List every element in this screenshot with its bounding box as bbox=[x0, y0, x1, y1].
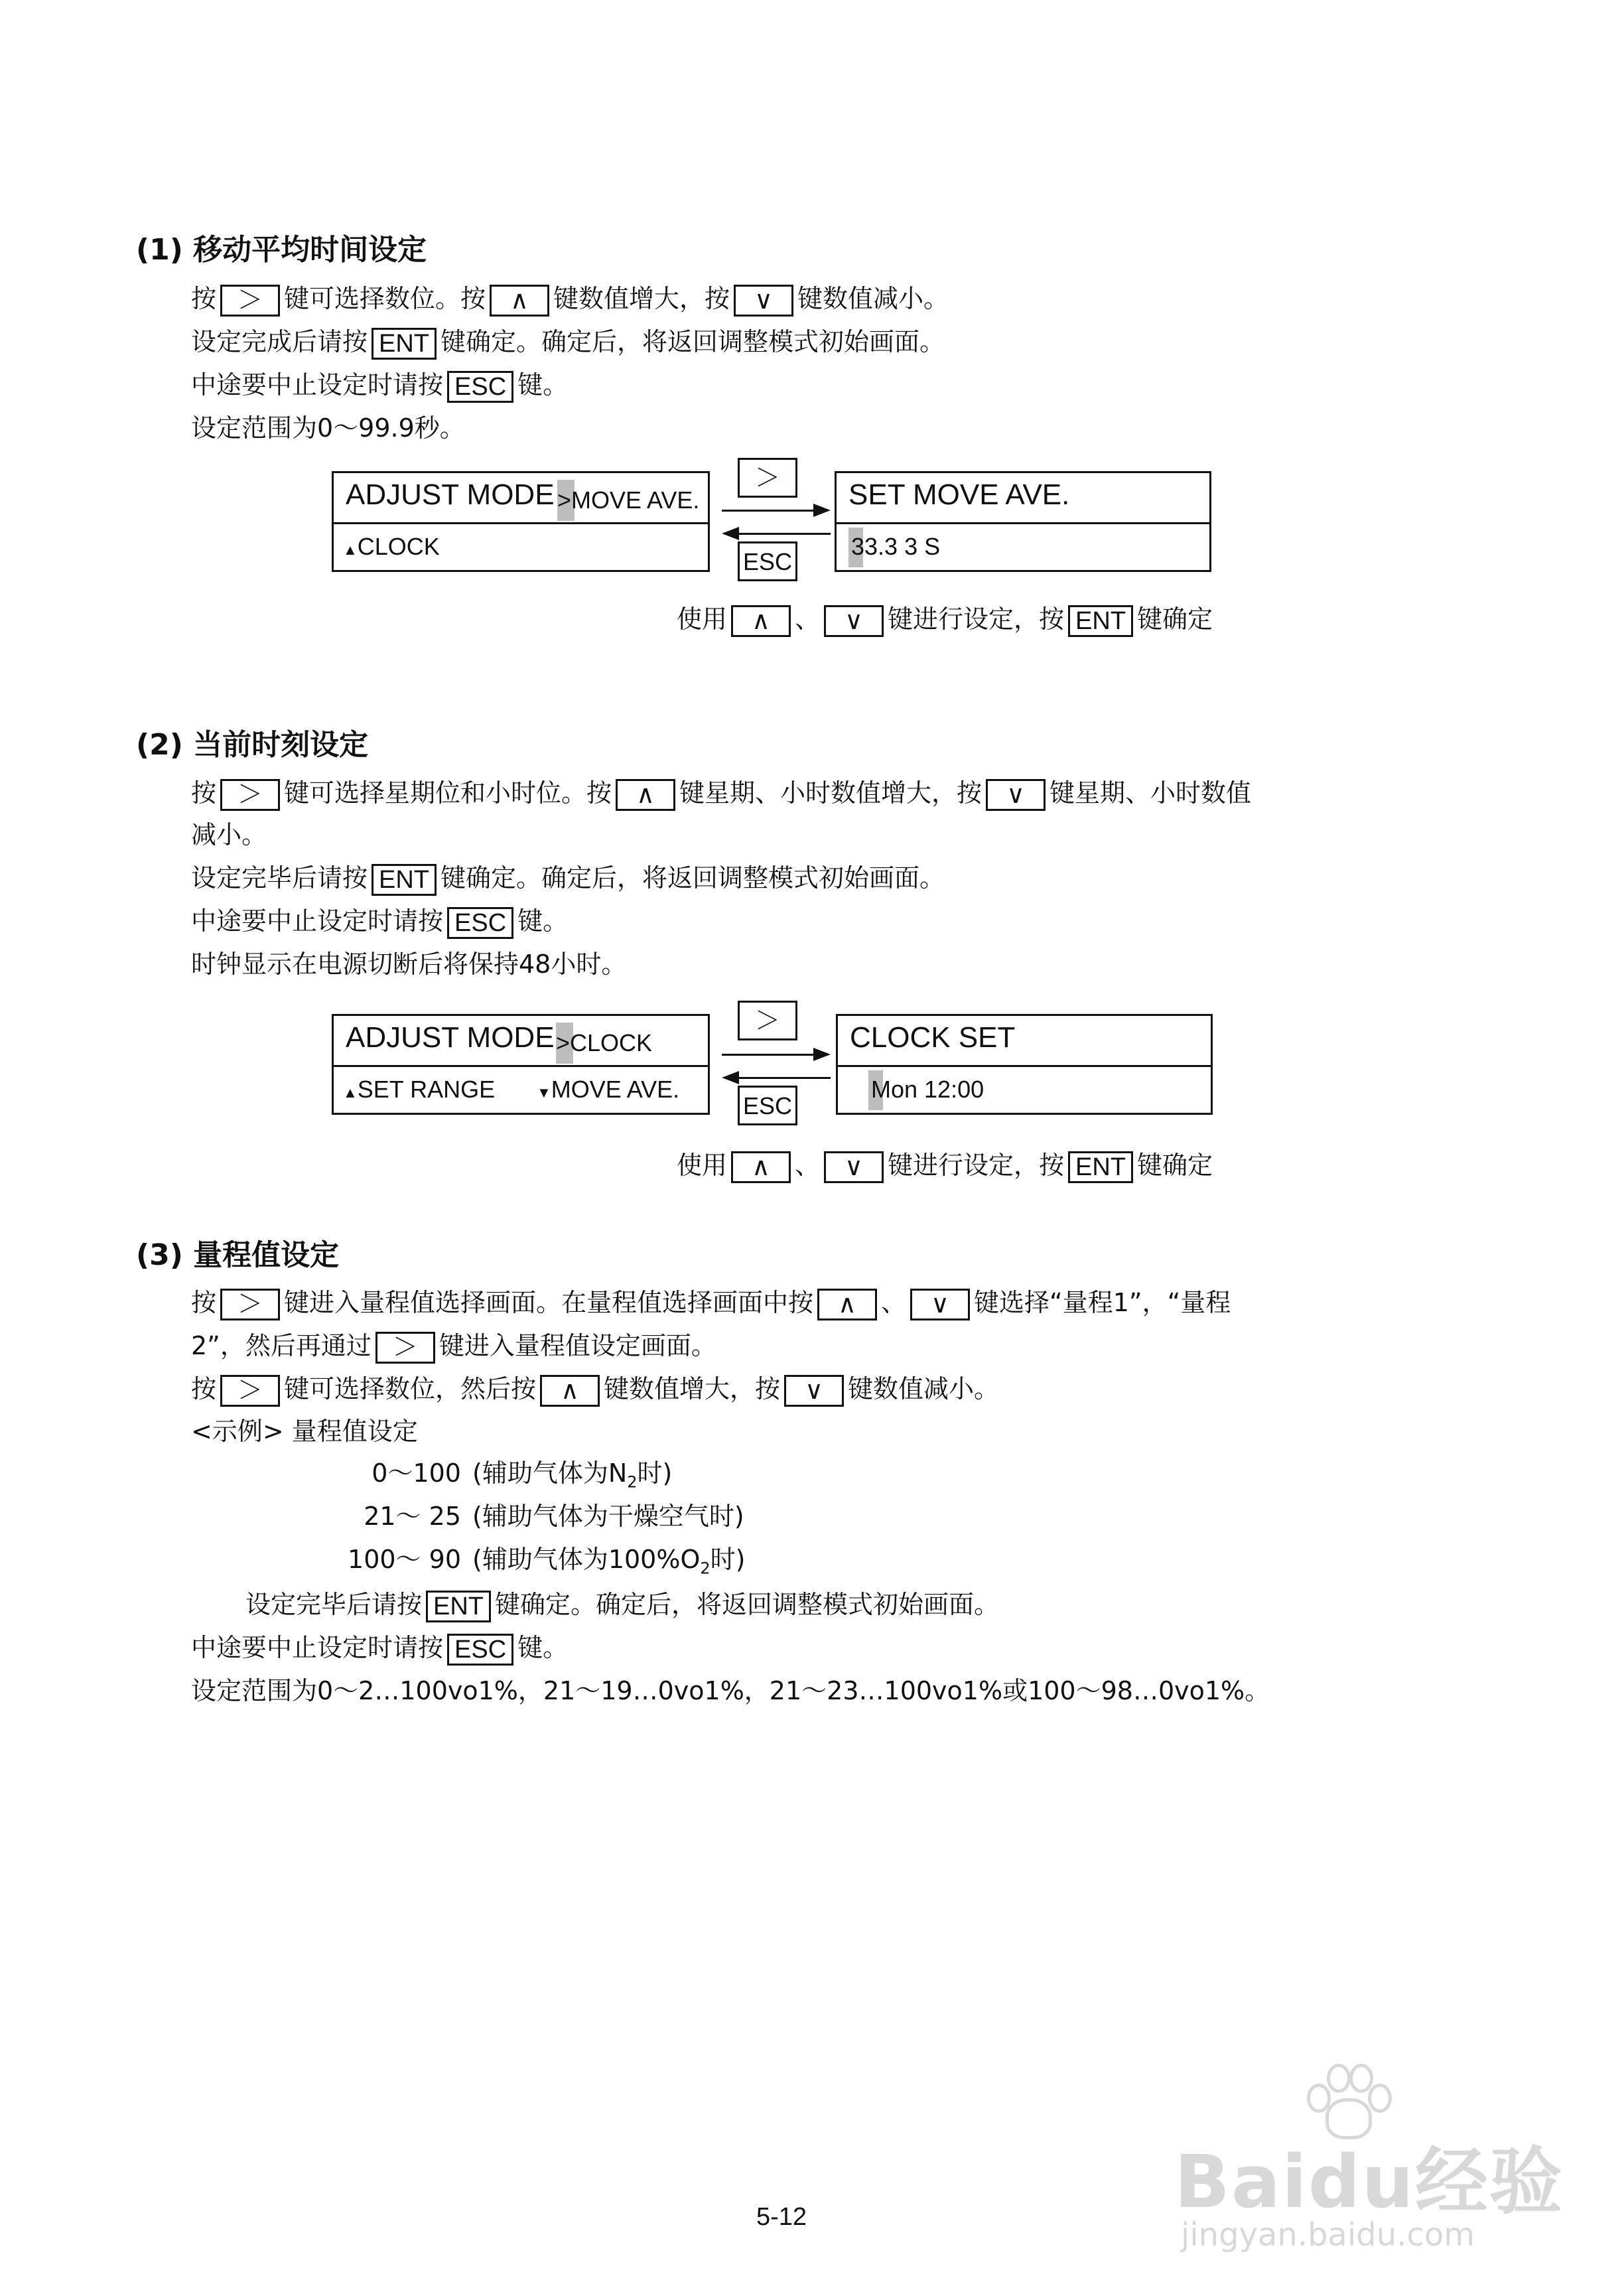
up-key: ∧ bbox=[731, 1151, 791, 1183]
section-3-heading: (3) 量程值设定 bbox=[136, 1238, 340, 1272]
right-key: ＞ bbox=[375, 1332, 435, 1364]
ent-key: ENT bbox=[1068, 1151, 1133, 1183]
down-key: ∨ bbox=[784, 1375, 844, 1407]
s3-line-5: 设定范围为0～2…100vo1%，21～19…0vo1%，21～23…100vo1%或100～98…0vo1%。 bbox=[191, 1676, 1270, 1705]
example-range: 0～100 bbox=[372, 1459, 461, 1488]
esc-key: ESC bbox=[447, 371, 513, 403]
section-2-heading: (2) 当前时刻设定 bbox=[136, 728, 369, 762]
right-key: ＞ bbox=[220, 779, 280, 811]
ent-key: ENT bbox=[372, 864, 437, 896]
s3-line-3: 设定完毕后请按 ENT 键确定。确定后，将返回调整模式初始画面。 bbox=[245, 1588, 999, 1622]
example-note: (辅助气体为干燥空气时) bbox=[472, 1502, 744, 1531]
example-range: 100～ 90 bbox=[348, 1545, 461, 1574]
up-key: ∧ bbox=[490, 285, 549, 317]
example-range: 21～ 25 bbox=[364, 1502, 461, 1531]
lcd-title: ADJUST MODE bbox=[346, 478, 555, 511]
s1-line-3: 中途要中止设定时请按 ESC 键。 bbox=[191, 368, 568, 403]
lcd-value: 33.3 3 S bbox=[851, 533, 941, 560]
baidu-watermark bbox=[1174, 2064, 1599, 2256]
forward-key: ＞ bbox=[738, 458, 797, 498]
s3-line-2: 按 ＞ 键可选择数位，然后按 ∧ 键数值增大，按 ∨ 键数值减小。 bbox=[191, 1372, 999, 1407]
down-key: ∨ bbox=[734, 285, 793, 317]
section-1-heading: (1) 移动平均时间设定 bbox=[136, 233, 427, 267]
esc-key: ESC bbox=[447, 1634, 513, 1666]
down-triangle-icon: ▼ bbox=[537, 1084, 551, 1101]
forward-key: ＞ bbox=[738, 1001, 797, 1040]
lcd-clock-set bbox=[836, 1014, 1213, 1115]
lcd-adjust-mode-1: ADJUST MODE >MOVE AVE. ▲CLOCK bbox=[332, 471, 710, 572]
down-key: ∨ bbox=[986, 779, 1046, 811]
ent-key: ENT bbox=[426, 1591, 491, 1622]
s3-line-1b: 2”，然后再通过 ＞ 键进入量程值设定画面。 bbox=[191, 1329, 716, 1364]
arrow-left-icon bbox=[722, 1071, 739, 1084]
s3-line-1: 按 ＞ 键进入量程值选择画面。在量程值选择画面中按 ∧ 、 ∨ 键选择“量程1”，“量程 bbox=[191, 1286, 1231, 1320]
right-key: ＞ bbox=[220, 285, 280, 317]
s1-diagram-note: 使用 ∧ 、 ∨ 键进行设定，按 ENT 键确定 bbox=[677, 603, 1213, 637]
up-key: ∧ bbox=[731, 605, 791, 637]
arrow-right-icon bbox=[813, 1048, 831, 1061]
s2-line-2: 设定完毕后请按 ENT 键确定。确定后，将返回调整模式初始画面。 bbox=[191, 861, 945, 896]
example-note: (辅助气体为$100\%O_2$时) bbox=[472, 1545, 746, 1578]
example-note: (辅助气体为$N_2$时) bbox=[472, 1459, 673, 1492]
s2-line-1: 按 ＞ 键可选择星期位和小时位。按 ∧ 键星期、小时数值增大，按 ∨ 键星期、小时数值 bbox=[191, 776, 1251, 811]
s2-line-3: 中途要中止设定时请按 ESC 键。 bbox=[191, 904, 568, 939]
down-key: ∨ bbox=[824, 605, 884, 637]
up-triangle-icon: ▲ bbox=[343, 1084, 358, 1101]
example-label: <示例> 量程值设定 bbox=[191, 1417, 418, 1446]
right-key: ＞ bbox=[220, 1375, 280, 1407]
lcd-set-move-ave bbox=[835, 471, 1211, 572]
ent-key: ENT bbox=[372, 328, 437, 360]
arrow-left-icon bbox=[722, 527, 739, 540]
down-key: ∨ bbox=[824, 1151, 884, 1183]
lcd-title: ADJUST MODE bbox=[346, 1021, 555, 1054]
esc-key: ESC bbox=[447, 907, 513, 939]
down-key: ∨ bbox=[910, 1289, 970, 1320]
watermark-url: jingyan.baidu.com bbox=[1181, 2216, 1475, 2253]
page-number: 5-12 bbox=[756, 2203, 807, 2231]
up-key: ∧ bbox=[817, 1289, 877, 1320]
lcd-title: SET MOVE AVE. bbox=[848, 478, 1070, 511]
arrow-right-icon bbox=[813, 504, 831, 517]
lcd-title: CLOCK SET bbox=[850, 1021, 1016, 1054]
up-key: ∧ bbox=[540, 1375, 600, 1407]
watermark-brand: Baidu经验 bbox=[1174, 2139, 1564, 2224]
s1-line-2: 设定完成后请按 ENT 键确定。确定后，将返回调整模式初始画面。 bbox=[191, 325, 945, 360]
escape-key: ESC bbox=[738, 1086, 797, 1125]
escape-key: ESC bbox=[738, 541, 797, 581]
s2-line-1b: 减小。 bbox=[191, 820, 267, 849]
right-key: ＞ bbox=[220, 1289, 280, 1320]
up-key: ∧ bbox=[616, 779, 675, 811]
lcd-adjust-mode-2: ADJUST MODE >CLOCK ▲SET RANGE ▼MOVE AVE. bbox=[332, 1014, 710, 1115]
s1-line-4: 设定范围为0～99.9秒。 bbox=[191, 413, 465, 443]
ent-key: ENT bbox=[1068, 605, 1133, 637]
s2-diagram-note: 使用 ∧ 、 ∨ 键进行设定，按 ENT 键确定 bbox=[677, 1149, 1213, 1183]
up-triangle-icon: ▲ bbox=[343, 541, 358, 558]
s3-line-4: 中途要中止设定时请按 ESC 键。 bbox=[191, 1631, 568, 1666]
s1-line-1: 按 ＞ 键可选择数位。按 ∧ 键数值增大，按 ∨ 键数值减小。 bbox=[191, 282, 949, 317]
lcd-value: Mon 12:00 bbox=[871, 1076, 984, 1103]
s2-line-4: 时钟显示在电源切断后将保持48小时。 bbox=[191, 950, 627, 979]
